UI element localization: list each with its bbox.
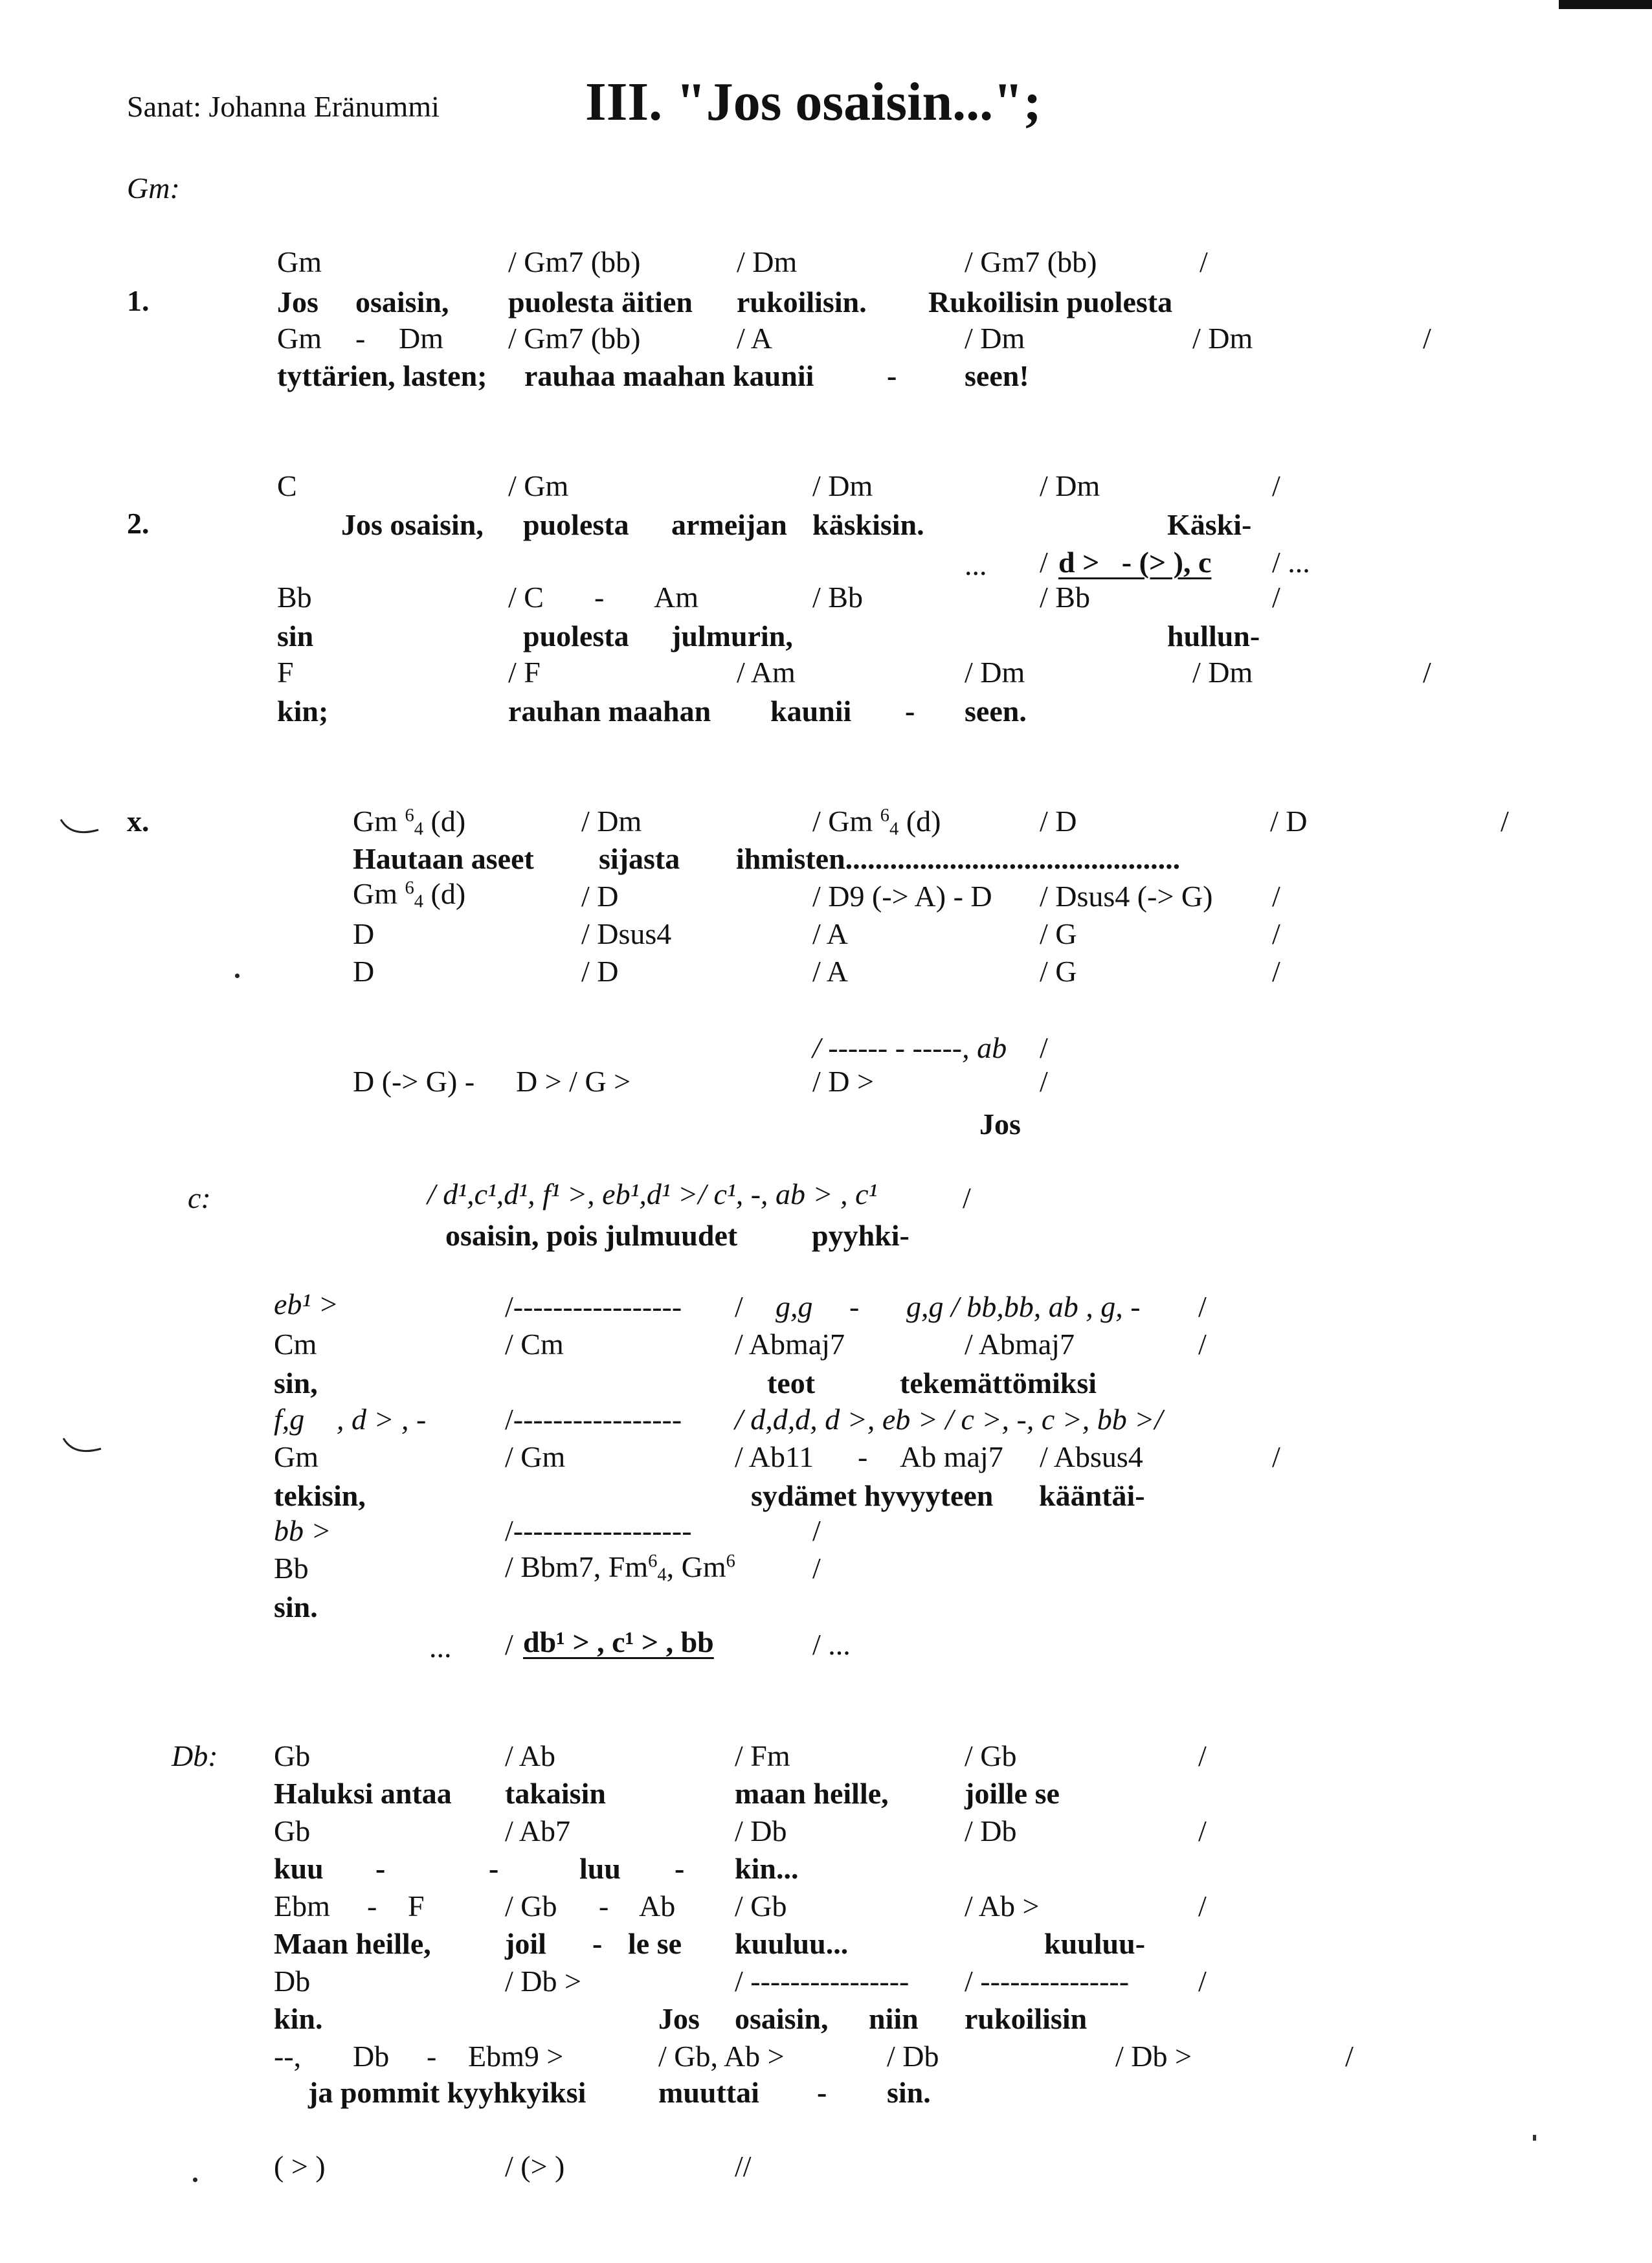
chord: Gm $^6_4$ (d) — [353, 877, 466, 912]
section-label: x. — [127, 805, 150, 838]
lyric: Jos — [658, 2002, 700, 2035]
chord: D > / G > — [516, 1065, 631, 1098]
chord: / Cm — [505, 1328, 564, 1361]
bar-line: / — [1272, 581, 1280, 614]
chord: / C — [508, 581, 544, 614]
bar-line: / — [1198, 1890, 1207, 1923]
melody-dash: - — [849, 1290, 860, 1323]
lyric: rukoilisin — [965, 2002, 1088, 2035]
key-label: Db: — [172, 1739, 218, 1772]
chord: / Bb — [1040, 581, 1090, 614]
chord: / Ab7 — [505, 1814, 570, 1847]
lyric: Käski- — [1167, 508, 1252, 541]
bar-line: / — [1272, 917, 1280, 950]
lyric-dash: - — [817, 2076, 827, 2109]
melody-note: bb > — [274, 1514, 331, 1547]
margin-mark — [57, 817, 102, 839]
chord: Gb — [274, 1739, 311, 1772]
melody-rest: /------------------ — [505, 1514, 692, 1547]
melody-end: / ... — [812, 1628, 851, 1661]
chord: Gb — [274, 1814, 311, 1847]
chord: / Dm — [965, 656, 1025, 689]
chord: / Bbm7, $Fm^6_4$, Gm$^6$ — [505, 1550, 735, 1585]
lyric: teot — [767, 1366, 816, 1399]
melody-note: g,g — [776, 1290, 813, 1323]
chord: / D > — [812, 1065, 874, 1098]
lyric: kin. — [274, 2002, 323, 2035]
bar-line: / — [1272, 955, 1280, 988]
chord-dash: - — [858, 1440, 868, 1473]
bar-line: / — [1198, 1814, 1207, 1847]
lyric: takaisin — [505, 1777, 606, 1810]
lyric: tyttärien, lasten; — [277, 359, 487, 392]
chord: D (-> G) - — [353, 1065, 475, 1098]
chord: Bb — [274, 1552, 309, 1585]
chord: / Abmaj7 — [965, 1328, 1075, 1361]
lyric: niin — [869, 2002, 919, 2035]
chord: --, — [274, 2040, 302, 2073]
chord: / A — [812, 955, 848, 988]
bar-line: / — [812, 1514, 821, 1547]
melody-end: / ... — [1272, 546, 1310, 579]
chord: / A — [812, 917, 848, 950]
lyric: luu — [579, 1852, 621, 1885]
chord: / D — [1270, 805, 1308, 838]
chord: / Dm — [965, 322, 1025, 355]
lyric: le se — [628, 1927, 682, 1960]
melody-line: / d¹,c¹,d¹, f¹ >, eb¹,d¹ >/ c¹, -, ab > , c¹ — [427, 1177, 878, 1210]
lyric: kääntäi- — [1039, 1479, 1145, 1512]
chord: / Dm — [1192, 656, 1253, 689]
chord: / Gb — [505, 1890, 557, 1923]
lyric: osaisin, pois julmuudet — [445, 1219, 738, 1252]
bar-line: / — [1423, 322, 1431, 355]
lyric: sin, — [274, 1366, 318, 1399]
bar-line: / — [963, 1181, 971, 1214]
lyric-dash: - — [375, 1852, 386, 1885]
chord: / Dm — [737, 245, 798, 278]
chord: Gm — [277, 322, 322, 355]
chord: / Ab > — [965, 1890, 1040, 1923]
chord-dash: - — [594, 581, 605, 614]
chord: D — [353, 955, 375, 988]
lyric: rauhaa maahan kaunii — [524, 359, 814, 392]
margin-mark — [60, 1436, 105, 1458]
bar-line: / — [1272, 469, 1280, 502]
lyric: kin; — [277, 695, 329, 728]
lyric: puolesta — [523, 619, 629, 652]
chord: / Gb — [735, 1890, 787, 1923]
lyric: tekisin, — [274, 1479, 366, 1512]
chord: F — [408, 1890, 425, 1923]
chord: / Absus4 — [1040, 1440, 1143, 1473]
ellipsis: ... — [965, 548, 987, 581]
lyric: kuuluu- — [1044, 1927, 1146, 1960]
chord: Cm — [274, 1328, 317, 1361]
lyric: käskisin. — [812, 508, 924, 541]
author-credit: Sanat: Johanna Eränummi — [127, 90, 440, 123]
melody-fragment: d > - (> ), c — [1058, 546, 1212, 579]
melody-note: , d > , - — [337, 1403, 427, 1436]
chord: / Dm — [1040, 469, 1100, 502]
chord: Ab maj7 — [900, 1440, 1003, 1473]
chord: Ab — [639, 1890, 676, 1923]
bar-line: / — [812, 1552, 821, 1585]
chord-dash: - — [599, 1890, 609, 1923]
bar-line: / — [1040, 1065, 1048, 1098]
bar-line: / — [1040, 546, 1048, 579]
chord: Ebm9 > — [468, 2040, 564, 2073]
bar-line: / — [1198, 1328, 1207, 1361]
lyric: Jos osaisin, — [341, 508, 484, 541]
chord: / Dm — [581, 805, 642, 838]
melody-note: f,g — [274, 1403, 305, 1436]
chord: / D — [581, 880, 619, 913]
chord: / Dsus4 (-> G) — [1040, 880, 1213, 913]
chord: / D9 (-> A) - D — [812, 880, 992, 913]
melody-fragment: db¹ > , c¹ > , bb — [523, 1625, 714, 1658]
lyric: kuu — [274, 1852, 324, 1885]
bar-line: / — [1198, 1739, 1207, 1772]
chord: / Am — [737, 656, 796, 689]
melody-rest: /----------------- — [505, 1403, 682, 1436]
chord: / G — [1040, 955, 1077, 988]
lyric: Jos — [277, 285, 318, 318]
chord: / Dm — [1192, 322, 1253, 355]
lyric: Rukoilisin puolesta — [928, 285, 1173, 318]
melody-rest: /----------------- — [505, 1290, 682, 1323]
bar-line: / — [1198, 1965, 1207, 1998]
chord: ( > ) — [274, 2150, 326, 2183]
chord: / Abmaj7 — [735, 1328, 845, 1361]
stray-dot — [193, 2178, 197, 2182]
melody-line: / d,d,d, d >, eb > / c >, -, c >, bb >/ — [735, 1403, 1163, 1436]
lyric: sin. — [274, 1590, 318, 1623]
lyric: muuttai — [658, 2076, 759, 2109]
chord: Ebm — [274, 1890, 330, 1923]
lyric: tekemättömiksi — [900, 1366, 1097, 1399]
chord: / Gm $^6_4$ (d) — [812, 805, 941, 840]
lyric: Haluksi antaa — [274, 1777, 452, 1810]
page-title: III. "Jos osaisin..."; — [585, 72, 1042, 132]
bar-line: / — [1501, 805, 1509, 838]
bar-line: / — [505, 1628, 513, 1661]
chord: / Gb, Ab > — [658, 2040, 785, 2073]
chord: / A — [737, 322, 772, 355]
bar-line: / — [735, 1290, 743, 1323]
bar-line: / — [1272, 880, 1280, 913]
chord: / Db > — [1115, 2040, 1192, 2073]
chord: / G — [1040, 917, 1077, 950]
lyric: pyyhki- — [812, 1219, 910, 1252]
lyric: joille se — [965, 1777, 1060, 1810]
lyric: ihmisten............................................. — [736, 842, 1181, 875]
chord-dash: - — [367, 1890, 377, 1923]
lyric-dash: - — [887, 359, 897, 392]
chord: / Gm7 (bb) — [508, 245, 641, 278]
lyric: armeijan — [671, 508, 787, 541]
lyric: puolesta — [523, 508, 629, 541]
lyric: Maan heille, — [274, 1927, 431, 1960]
verse-number: 2. — [127, 507, 150, 540]
bar-line: / — [1040, 1031, 1048, 1064]
chord: Bb — [277, 581, 312, 614]
chord: / Ab — [505, 1739, 555, 1772]
lyric: sijasta — [599, 842, 680, 875]
bar-line: / — [1423, 656, 1431, 689]
lyric-dash: - — [592, 1927, 603, 1960]
final-barline: // — [735, 2150, 752, 2183]
key-label: Gm: — [127, 172, 180, 205]
chord: / F — [508, 656, 541, 689]
lyric-dash: - — [489, 1852, 499, 1885]
chord-dash: - — [427, 2040, 437, 2073]
lyric: osaisin, — [735, 2002, 829, 2035]
lyric: rauhan maahan — [508, 695, 711, 728]
lyric: sin — [277, 619, 314, 652]
lyric: kin... — [735, 1852, 799, 1885]
chord: / (> ) — [505, 2150, 565, 2183]
lyric: joil — [505, 1927, 546, 1960]
chord: / Gm — [505, 1440, 566, 1473]
chord: Db — [274, 1965, 311, 1998]
melody-note: eb¹ > — [274, 1288, 339, 1321]
corner-bar — [1559, 0, 1652, 9]
bar-line: / — [1200, 245, 1208, 278]
lyric: sin. — [887, 2076, 931, 2109]
chord: Db — [353, 2040, 390, 2073]
bar-line: / — [1272, 1440, 1280, 1473]
chord: Gm — [277, 245, 322, 278]
lyric: puolesta äitien — [508, 285, 693, 318]
chord: / Gm — [508, 469, 569, 502]
lyric: rukoilisin. — [737, 285, 867, 318]
chord: / Bb — [812, 581, 863, 614]
melody-rest: / ---------------- — [735, 1965, 910, 1998]
chord: / Db — [887, 2040, 939, 2073]
bar-line: / — [1198, 1290, 1207, 1323]
stray-mark — [1533, 2135, 1536, 2141]
lyric: julmurin, — [671, 619, 793, 652]
lyric: seen. — [965, 695, 1027, 728]
lyric: kaunii — [770, 695, 852, 728]
chord: D — [353, 917, 375, 950]
chord: / Db > — [505, 1965, 581, 1998]
chord: / Ab11 — [735, 1440, 814, 1473]
chord: Gm $^6_4$ (d) — [353, 805, 466, 840]
chord: Dm — [399, 322, 443, 355]
stray-dot — [235, 974, 240, 978]
chord: / Dsus4 — [581, 917, 672, 950]
lyric-dash: - — [905, 695, 915, 728]
melody-rest: / --------------- — [965, 1965, 1130, 1998]
chord: / Db — [965, 1814, 1017, 1847]
chord: Gm — [274, 1440, 318, 1473]
chord: / Gb — [965, 1739, 1017, 1772]
chord: / D — [581, 955, 619, 988]
chord: / Dm — [812, 469, 873, 502]
lyric: maan heille, — [735, 1777, 889, 1810]
lyric: ja pommit kyyhkyiksi — [308, 2076, 586, 2109]
verse-number: 1. — [127, 284, 150, 317]
key-label: c: — [188, 1181, 211, 1214]
chord: F — [277, 656, 294, 689]
chord-dash: - — [355, 322, 366, 355]
lyric-dash: - — [675, 1852, 685, 1885]
lyric: sydämet hyvyyteen — [751, 1479, 994, 1512]
bar-line: / — [1345, 2040, 1354, 2073]
chord: / Fm — [735, 1739, 790, 1772]
lyric: kuuluu... — [735, 1927, 849, 1960]
melody-note: g,g / bb,bb, ab , g, - — [906, 1290, 1141, 1323]
chord: / Db — [735, 1814, 787, 1847]
chord: / Gm7 (bb) — [508, 322, 641, 355]
chord: C — [277, 469, 297, 502]
chord: / D — [1040, 805, 1077, 838]
ellipsis: ... — [429, 1631, 452, 1664]
chord: / Gm7 (bb) — [965, 245, 1097, 278]
melody-line: / ------ - -----, ab — [812, 1031, 1007, 1064]
chord: Am — [654, 581, 698, 614]
lyric: Hautaan aseet — [353, 842, 534, 875]
lyric: Jos — [979, 1108, 1021, 1141]
lyric: seen! — [965, 359, 1029, 392]
lyric: osaisin, — [355, 285, 449, 318]
lyric: hullun- — [1167, 619, 1260, 652]
